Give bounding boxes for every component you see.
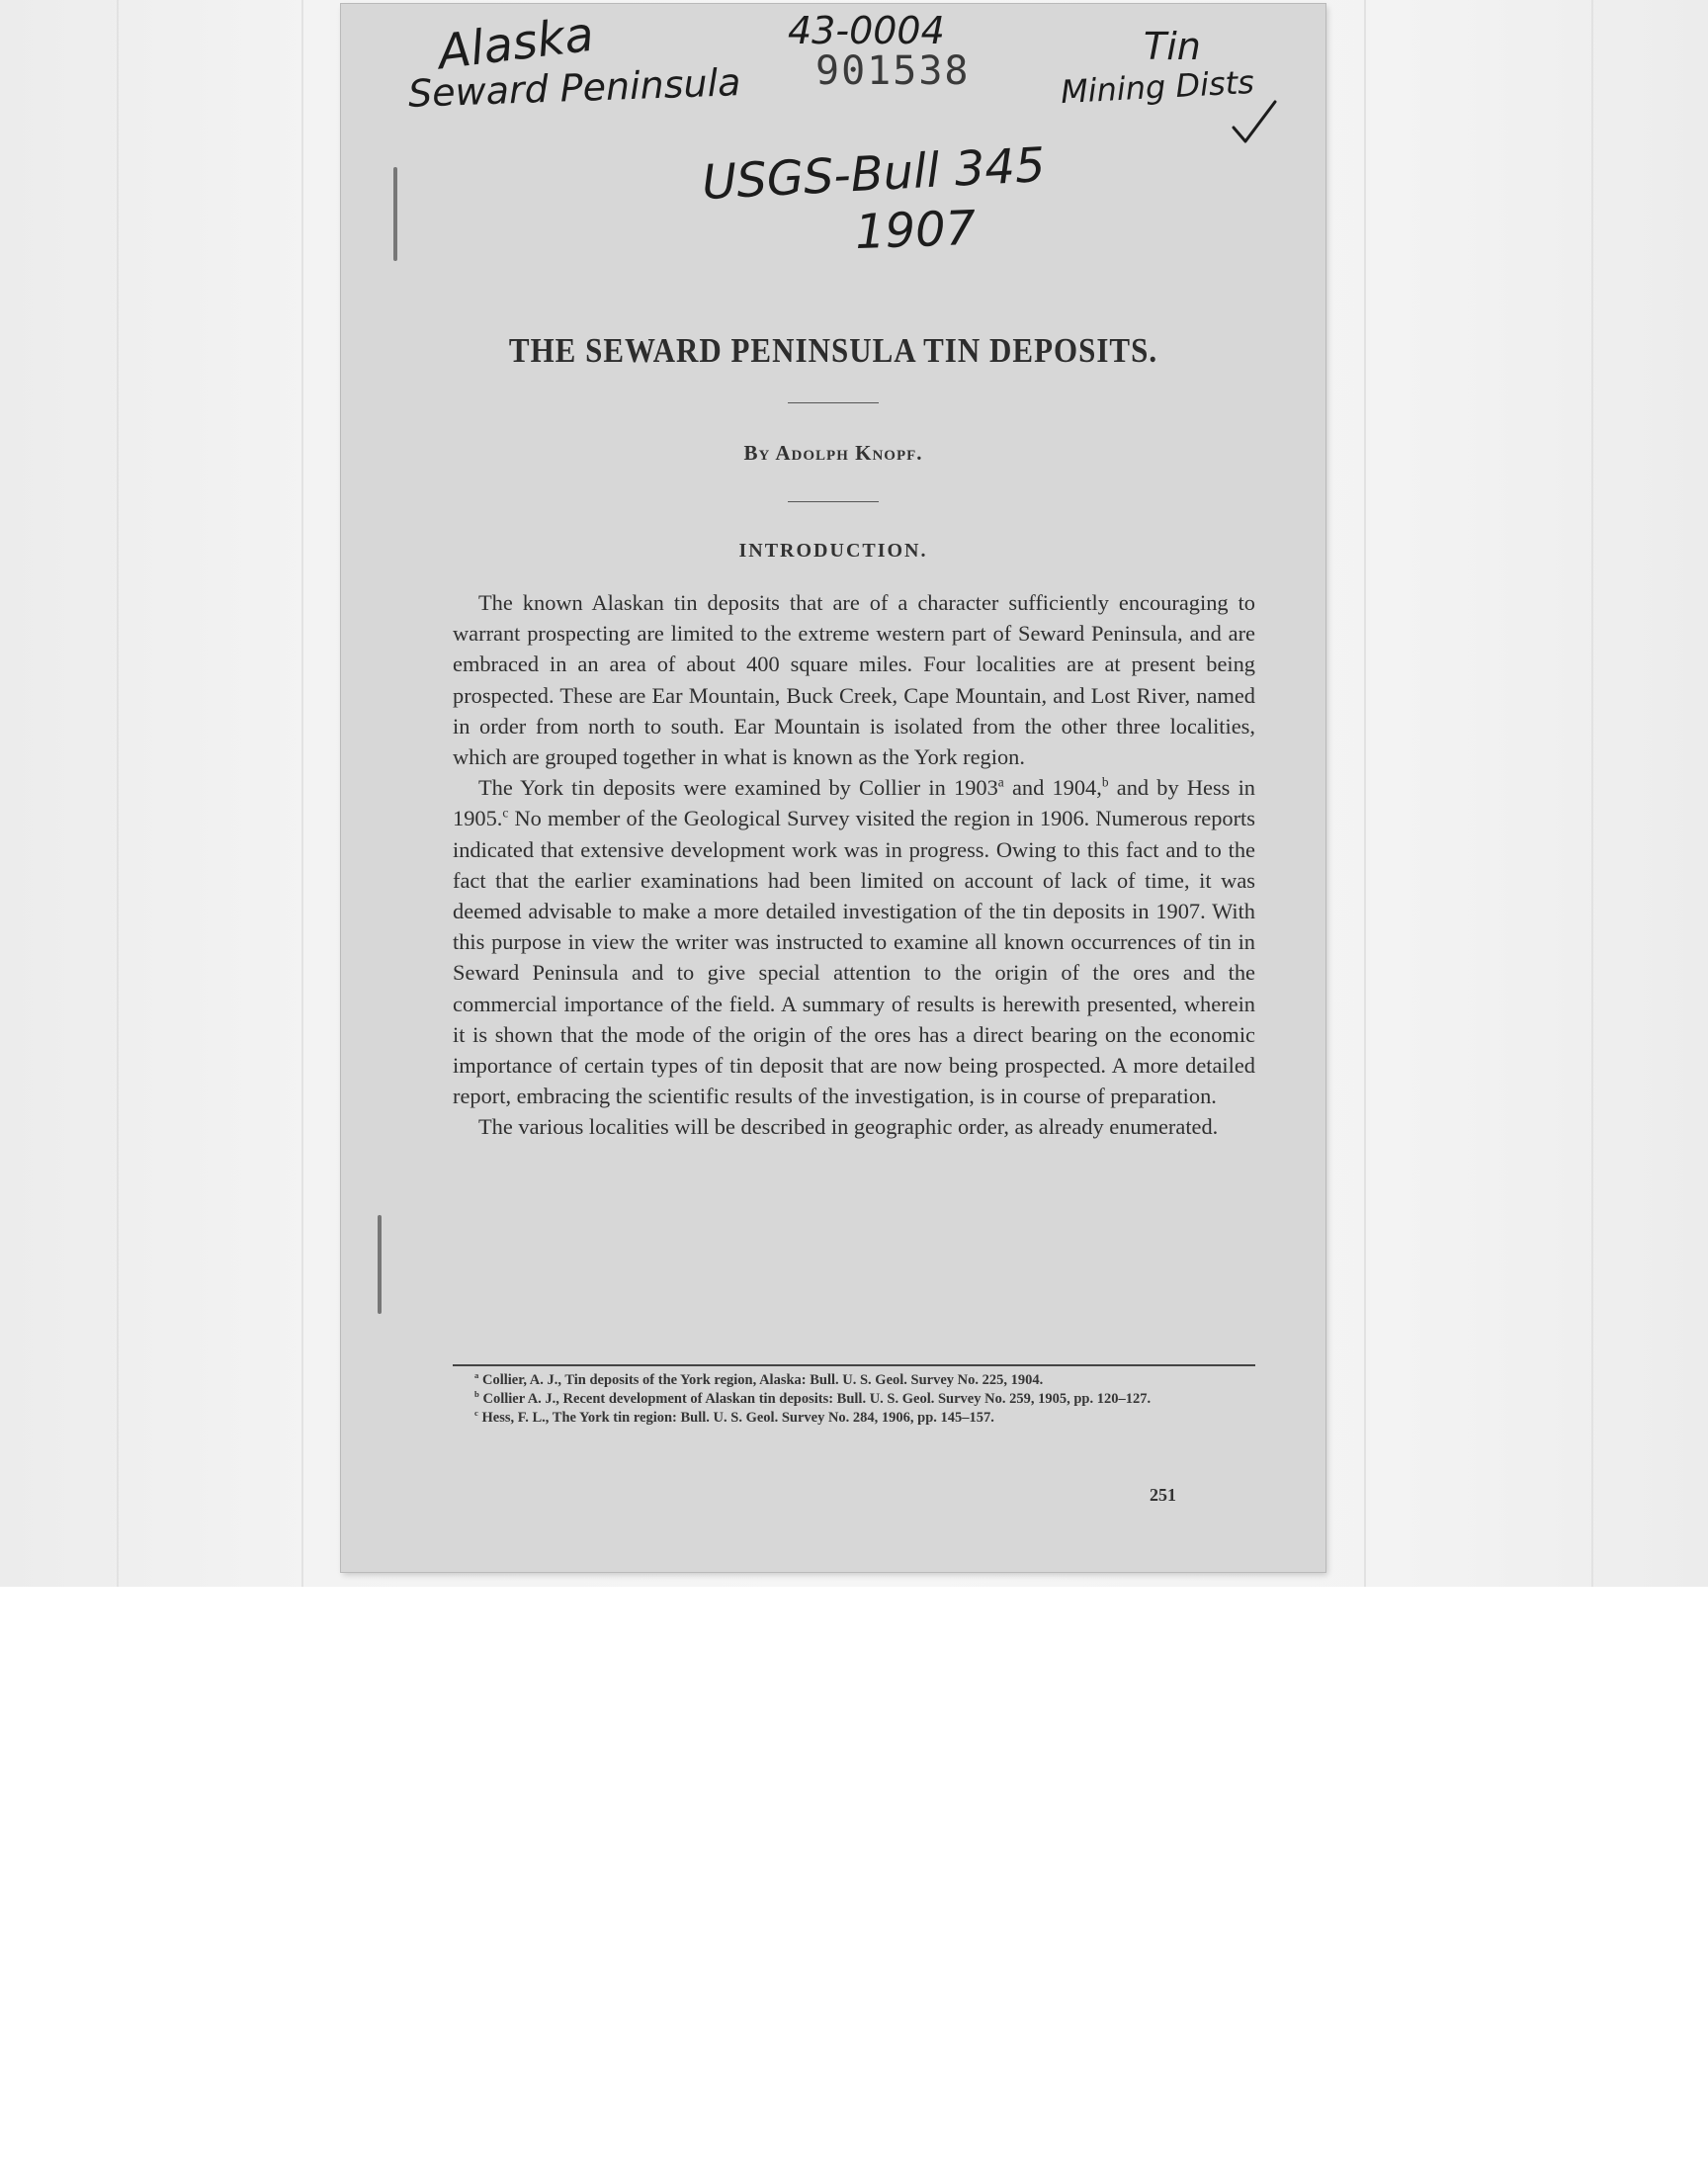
paragraph: The York tin deposits were examined by Collier in 1903$^a$ and 1904,$^b$ and by Hess in 1905.$^c$ No member of the Geological Survey visited the region in 1906. Numerous reports indicated that extensive development work was in progress. Owing to this fact and to the fact that the earlier examinations had been limited on account of lack of time, it was deemed advisable to make a more detailed investigation of the tin deposits in 1907. With this purpose in view the writer was instructed to examine all known occurrences of tin in Seward Peninsula and to give special attention to the origin of the ores and the commercial importance of the field. A summary of results is herewith presented, wherein it is shown that the mode of the origin of the ores has a direct bearing on the economic importance of certain types of tin deposit that are now being prospected. A more detailed report, embracing the scientific results of the investigation, is in course of preparation. [453,774,1256,1109]
footnote: $^b$ Collier A. J., Recent development of Alaskan tin deposits: Bull. U. S. Geol. Survey No. 259, 1905, pp. 120–127. [474,1389,1152,1407]
footnote-ref: b [1101,774,1109,790]
document-title: THE SEWARD PENINSULA TIN DEPOSITS. [508,330,1158,371]
title-rule [788,402,879,403]
scan-streak [117,0,119,1587]
scan-streak [301,0,303,1587]
checkmark-icon [1232,98,1277,145]
handwritten-state: Alaska [435,6,597,81]
footnote: $^c$ Hess, F. L., The York tin region: Bull. U. S. Geol. Survey No. 284, 1906, pp. 145–157. [474,1408,994,1426]
footnotes [453,1364,1255,1428]
page-number: 251 [1150,1485,1176,1505]
author-byline: By Adolph Knopf. [743,441,923,465]
stamped-number: 901538 [815,48,971,94]
handwritten-subject-2: Mining Dists [1060,62,1255,112]
paragraph: The known Alaskan tin deposits that are of a character sufficiently encouraging to warrant prospecting are limited to the extreme western part of Seward Peninsula, and are embraced in an area of about 400 square miles. Four localities are at present being prospected. These are Ear Mountain, Buck Creek, Cape Mountain, and Lost River, named in order from north to south. Ear Mountain is isolated from the other three localities, which are grouped together in what is known as the York region. [453,590,1255,770]
binding-mark [378,1215,382,1314]
scan-streak [1591,0,1593,1587]
scanned-page [341,4,1325,1572]
binding-mark [393,167,397,261]
handwritten-publication: USGS-Bull 345 [700,136,1047,212]
footnote-ref: a [997,774,1004,790]
handwritten-file-number: 43-0004 [788,9,945,52]
paragraph: The various localities will be described in geographic order, as already enumerated. [478,1114,1219,1140]
footnote-ref: c [502,805,509,821]
body-text [453,587,1255,1143]
byline-rule [788,501,879,502]
handwritten-subject: Tin [1144,25,1201,68]
scan-streak [1364,0,1366,1587]
section-heading: INTRODUCTION. [738,540,928,562]
handwritten-region: Seward Peninsula [407,60,742,116]
handwritten-year: 1907 [854,200,978,261]
footnote: $^a$ Collier, A. J., Tin deposits of the York region, Alaska: Bull. U. S. Geol. Survey No. 225, 1904. [474,1370,1044,1388]
